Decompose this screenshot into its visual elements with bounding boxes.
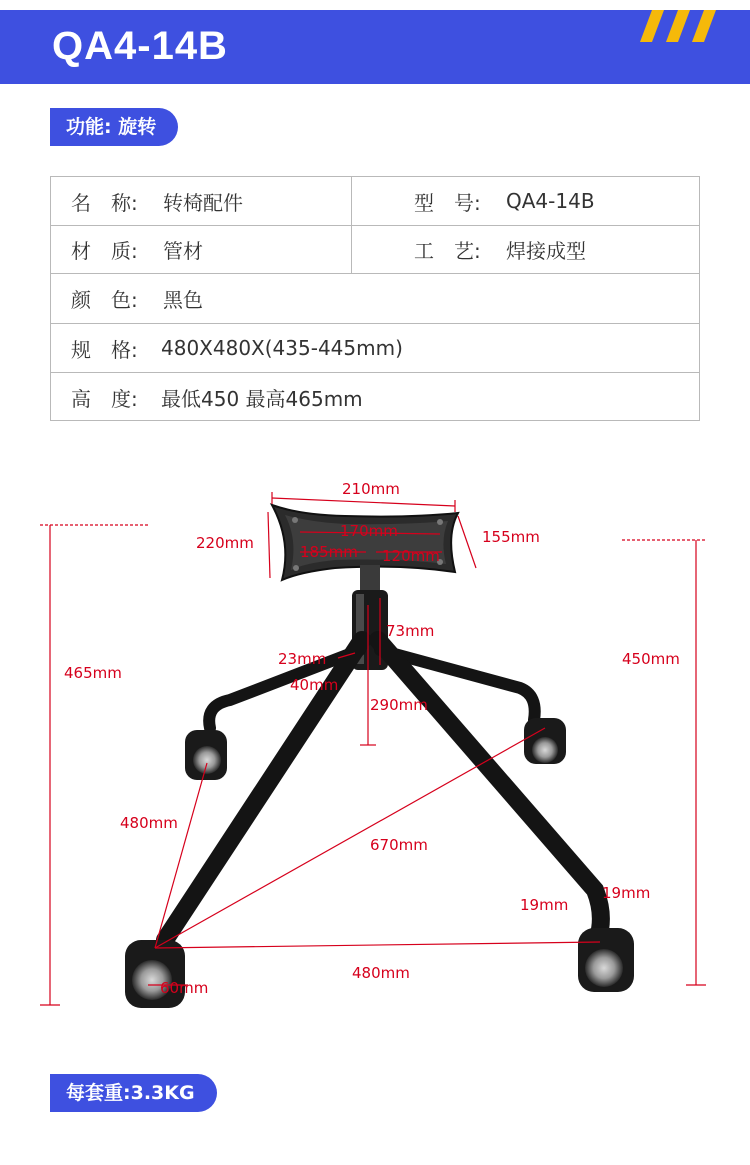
size-label: 规 格:	[71, 337, 138, 362]
weight-badge: 每套重:3.3KG	[50, 1074, 217, 1112]
name-value: 转椅配件	[163, 190, 243, 215]
table-row	[51, 226, 699, 274]
dim-base-span: 480mm	[352, 964, 410, 982]
height-value: 最低450 最高465mm	[161, 386, 363, 411]
dim-tube-large: 40mm	[290, 676, 339, 694]
function-badge: 功能: 旋转	[50, 108, 178, 146]
dim-column-height: 290mm	[370, 696, 428, 714]
dim-plate-left: 185mm	[300, 543, 358, 561]
divider	[351, 177, 352, 225]
dim-column-width: 73mm	[386, 622, 435, 640]
table-row	[51, 274, 699, 324]
product-title: QA4-14B	[52, 24, 228, 68]
dim-tube-a: 19mm	[520, 896, 569, 914]
color-label: 颜 色:	[71, 288, 138, 312]
process-label: 工 艺:	[414, 239, 481, 263]
color-value: 黑色	[163, 288, 203, 312]
dim-leg-span: 480mm	[120, 814, 178, 832]
dim-plate-side: 220mm	[196, 534, 254, 552]
chair-legs	[165, 640, 601, 940]
table-row	[51, 324, 699, 373]
chair-base-diagram	[0, 460, 750, 1040]
process-value: 焊接成型	[506, 239, 586, 263]
size-value: 480X480X(435-445mm)	[161, 336, 403, 360]
model-value: QA4-14B	[506, 189, 595, 213]
header-bar	[0, 10, 750, 84]
dim-diagonal: 670mm	[370, 836, 428, 854]
dim-total-height: 465mm	[64, 664, 122, 682]
dim-plate-top: 210mm	[342, 480, 400, 498]
divider	[351, 226, 352, 273]
dim-wheel: 60mm	[160, 979, 209, 997]
material-label: 材 质:	[71, 239, 138, 263]
caster-wheel	[578, 928, 634, 992]
name-label: 名 称:	[71, 190, 138, 215]
dim-tube-small: 23mm	[278, 650, 327, 668]
spec-table	[50, 176, 700, 421]
height-label: 高 度:	[71, 386, 138, 411]
dim-plate-depth: 155mm	[482, 528, 540, 546]
caster-wheel	[125, 940, 185, 1008]
dim-plate-inner: 170mm	[340, 522, 398, 540]
table-row	[51, 177, 699, 226]
caster-wheel	[524, 718, 566, 764]
dim-plate-right: 120mm	[382, 547, 440, 565]
table-row	[51, 373, 699, 421]
material-value: 管材	[163, 239, 203, 263]
dim-min-height: 450mm	[622, 650, 680, 668]
model-label: 型 号:	[414, 190, 481, 215]
decorative-stripes-icon	[638, 10, 728, 52]
dim-tube-b: 19mm	[602, 884, 651, 902]
caster-wheel	[185, 730, 227, 780]
